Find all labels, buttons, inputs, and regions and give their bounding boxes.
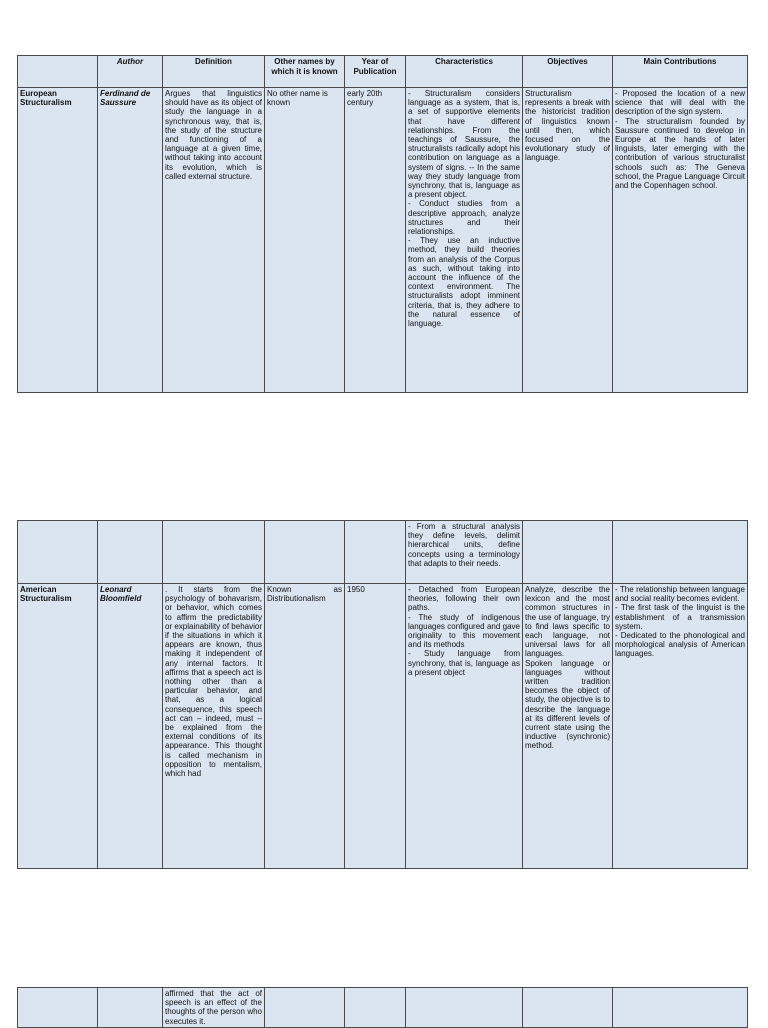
european-structuralism-row (18, 88, 748, 393)
definition-continuation-cell: affirmed that the act of speech is an effect of the thoughts of the person who executes it. (163, 988, 265, 1028)
characteristic-item: - Structuralism considers language as a system, that is, a set of supportive elements that have different relationships. From the teachings of Saussure, the structuralists radically adopt his contribution on language as a system of signs. -- In the same way they study language from synchrony, that is, language as a present object. (408, 89, 520, 200)
contribution-item: - Dedicated to the phonological and morphological analysis of American languages. (615, 631, 745, 659)
empty-cell (406, 988, 523, 1028)
author-header: Author (98, 56, 163, 88)
characteristic-item: - The study of indigenous languages configured and gave originality to this movement and its methods (408, 612, 520, 650)
structuralism-table-part-3 (17, 987, 748, 1028)
structuralism-table-part-1 (17, 55, 748, 393)
characteristics-header: Characteristics (406, 56, 523, 88)
objectives-cell: Structuralism represents a break with the historicist tradition of linguistics known until then, which focused on the evolutionary study of language. (523, 88, 613, 393)
objective-item: Analyze, describe the lexicon and the most common structures in the use of language, try to find laws specific to each language, not universal laws for all languages. (525, 585, 610, 659)
contributions-cell (613, 584, 748, 869)
empty-cell (18, 988, 98, 1028)
other-names-cell: No other name is known (265, 88, 345, 393)
empty-cell (98, 521, 163, 584)
year-cell: 1950 (345, 584, 406, 869)
empty-cell (345, 521, 406, 584)
american-structuralism-row (18, 584, 748, 869)
school-name: European Structuralism (18, 88, 98, 393)
contribution-item: - The first task of the linguist is the establishment of a transmission system. (615, 603, 745, 631)
contribution-item: - The relationship between language and social reality becomes evident. (615, 585, 745, 604)
characteristics-continuation-cell: - From a structural analysis they define levels, delimit hierarchical units, define concepts using a terminology that adapts to their needs. (406, 521, 523, 584)
empty-cell (98, 988, 163, 1028)
author-name: Ferdinand de Saussure (98, 88, 163, 393)
empty-cell (523, 521, 613, 584)
contributions-cell (613, 88, 748, 393)
header-row (18, 56, 748, 88)
other-names-cell: Known as Distributionalism (265, 584, 345, 869)
empty-cell (613, 988, 748, 1028)
empty-cell (163, 521, 265, 584)
contribution-item: - Proposed the location of a new science that will deal with the description of the sign system. (615, 89, 745, 117)
definition-cell: . It starts from the psychology of bohavarism, or behavior, which comes to affirm the predictability or explainability of behavior if the situations in which it appears are known, thus making it independent of any internal factors. It affirms that a speech act is nothing other than a particular behavior, and that, as a logical consequence, this speech act can – indeed, must – be explained from the external conditions of its appearance. This thought is called mechanism in opposition to mentalism, which had (163, 584, 265, 869)
definition-cell: Argues that linguistics should have as its object of study the language in a synchronous way, that is, the study of the structure and functioning of a language at a given time, without taking into account its evolution, which is called external structure. (163, 88, 265, 393)
objectives-cell (523, 584, 613, 869)
characteristic-item: - They use an inductive method, they build theories from an analysis of the Corpus as such, without taking into account the influence of the context environment. The structuralists adopt imminent criteria, that is, they adhere to the natural essence of language. (408, 236, 520, 329)
empty-cell (265, 988, 345, 1028)
school-name: American Structuralism (18, 584, 98, 869)
continuation-row (18, 988, 748, 1028)
continuation-row (18, 521, 748, 584)
structuralism-table-part-2 (17, 520, 748, 869)
empty-cell (265, 521, 345, 584)
characteristic-item: - Detached from European theories, following their own paths. (408, 585, 520, 613)
characteristics-cell (406, 88, 523, 393)
characteristic-item: - Conduct studies from a descriptive approach, analyze structures and their relationships. (408, 199, 520, 237)
year-cell: early 20th century (345, 88, 406, 393)
characteristic-item: - Study language from synchrony, that is, language as a present object (408, 649, 520, 677)
characteristics-cell (406, 584, 523, 869)
year-header: Year of Publication (345, 56, 406, 88)
empty-cell (345, 988, 406, 1028)
author-name: Leonard Bloomfield (98, 584, 163, 869)
contributions-header: Main Contributions (613, 56, 748, 88)
empty-cell (523, 988, 613, 1028)
objectives-header: Objectives (523, 56, 613, 88)
empty-cell (18, 521, 98, 584)
objective-item: Spoken language or languages without written tradition becomes the object of study, the objective is to describe the language at its different levels of current state using the inductive (synchronic) method. (525, 658, 610, 751)
definition-header: Definition (163, 56, 265, 88)
school-header (18, 56, 98, 88)
other-names-header: Other names by which it is known (265, 56, 345, 88)
contribution-item: - The structuralism founded by Saussure continued to develop in Europe at the hands of later linguists, later emerging with the contribution of various structuralist schools such as: The Geneva school, the Prague Language Circuit and the Copenhagen school. (615, 116, 745, 191)
empty-cell (613, 521, 748, 584)
